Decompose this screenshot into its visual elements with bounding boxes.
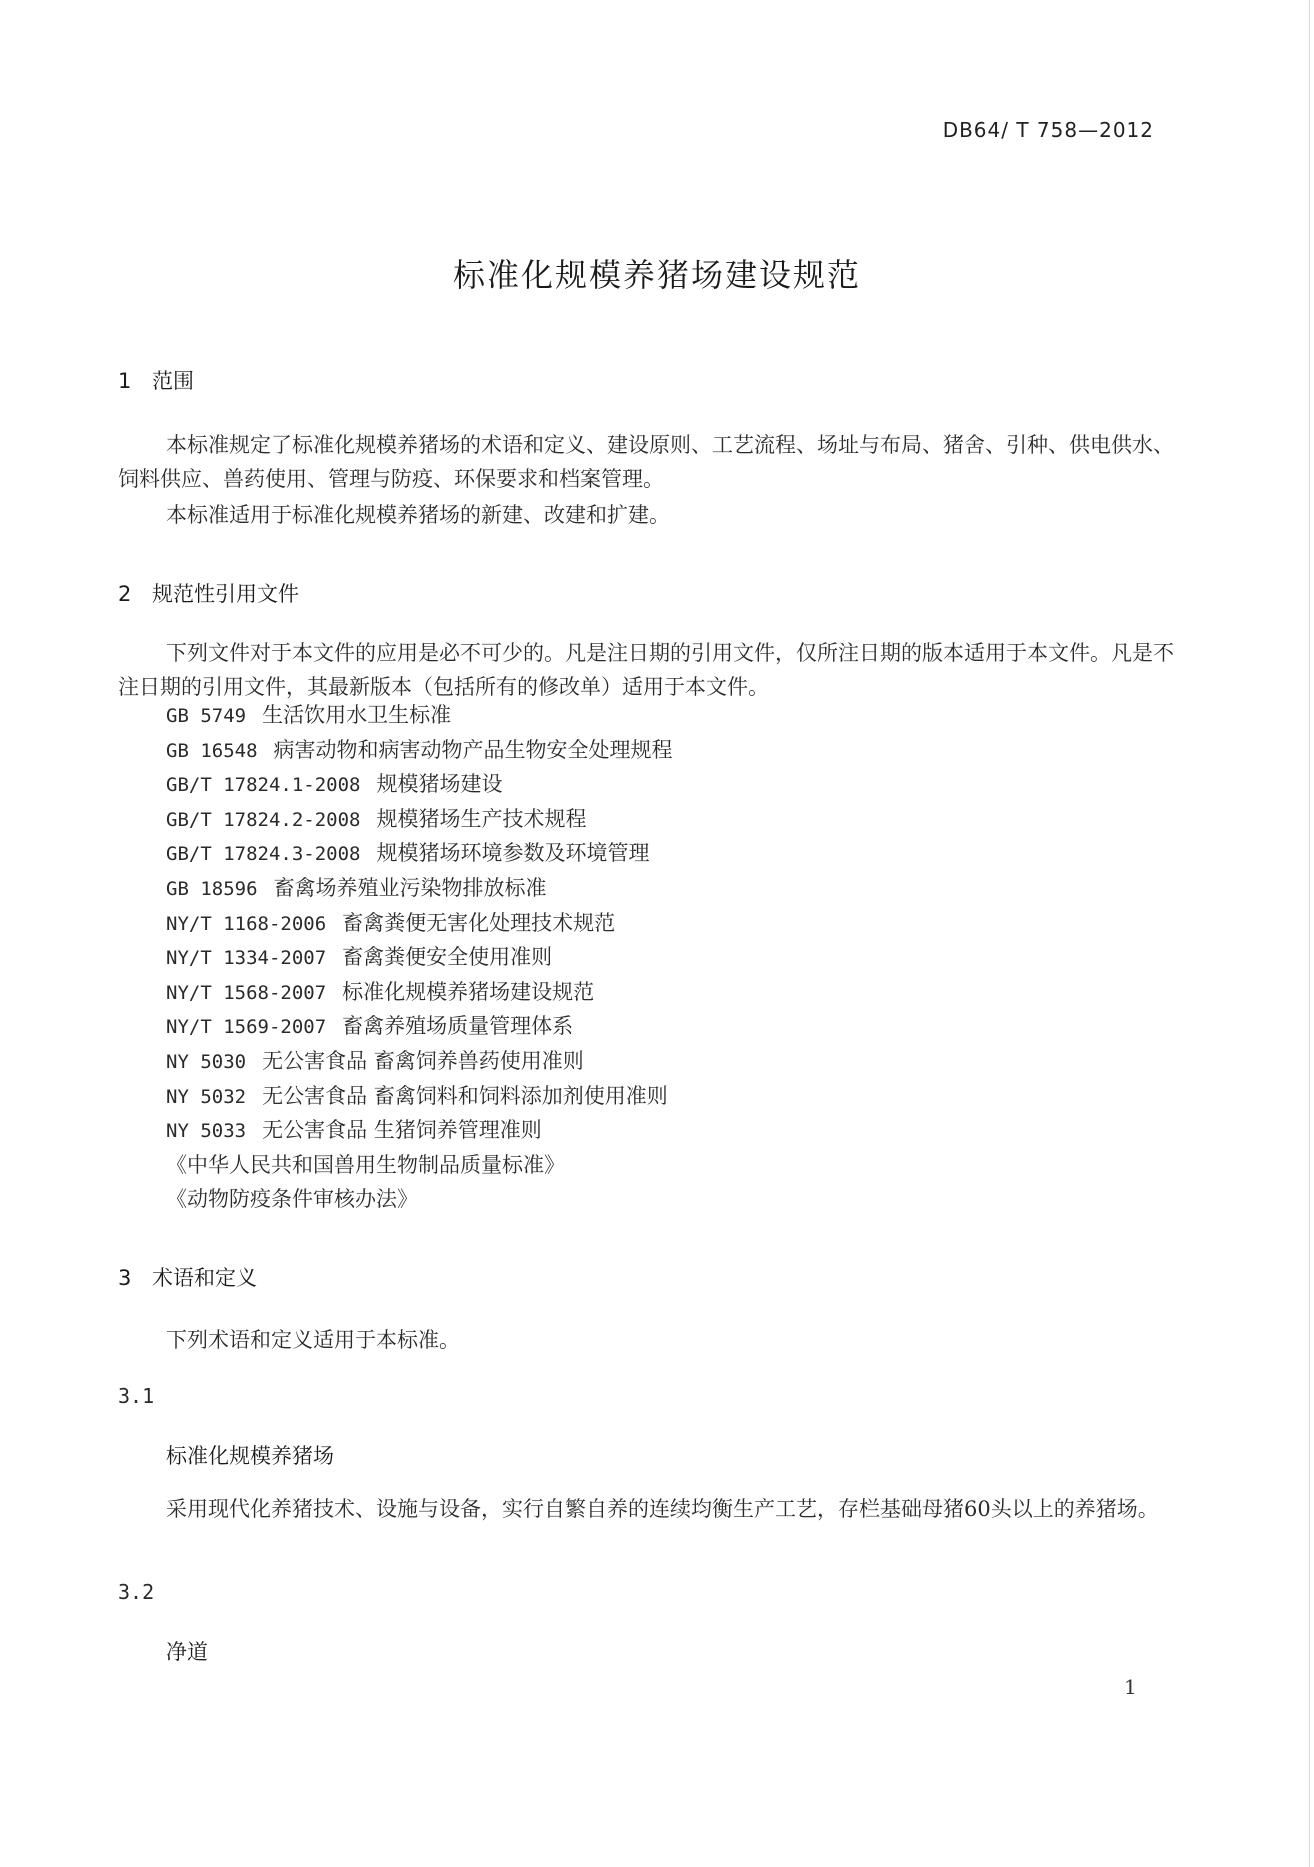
reference-item [166,1148,673,1183]
reference-title: 畜禽粪便安全使用准则 [342,945,553,970]
reference-code: NY/T 1334-2007 [166,947,327,970]
reference-item [166,871,673,906]
page-number: 1 [1124,1675,1137,1699]
reference-list [166,698,673,1217]
reference-item [166,940,673,975]
section-2-heading [118,578,299,608]
section-title: 规范性引用文件 [152,582,299,606]
reference-code: NY 5030 [166,1050,247,1073]
reference-title: 无公害食品 畜禽饲料和饲料添加剂使用准则 [262,1083,668,1108]
reference-code: NY/T 1569-2007 [166,1016,327,1039]
reference-title: 规模猪场建设 [376,772,503,797]
section-1-paragraph-1: 本标准规定了标准化规模养猪场的术语和定义、建设原则、工艺流程、场址与布局、猪舍、引种、供电供水、饲料供应、兽药使用、管理与防疫、环保要求和档案管理。 [118,433,1174,491]
reference-title: 生活饮用水卫生标准 [262,703,452,727]
reference-code: GB/T 17824.1-2008 [166,774,361,797]
term-definition: 采用现代化养猪技术、设施与设备，实行自繁自养的连续均衡生产工艺，存栏基础母猪60头以上的养猪场。 [166,1497,1159,1521]
term-number: 3.1 [118,1384,155,1408]
section-3-heading [118,1262,257,1292]
section-number: 3 [118,1266,132,1290]
reference-item [166,1044,673,1079]
reference-code: GB 16548 [166,739,258,762]
standard-code: DB64/ T 758—2012 [942,118,1154,142]
reference-item [166,698,673,733]
reference-title: 畜禽场养殖业污染物排放标准 [273,875,547,900]
reference-title: 标准化规模养猪场建设规范 [342,979,595,1004]
term-name: 净道 [166,1640,208,1664]
term-number: 3.2 [118,1580,155,1604]
reference-item [166,906,673,941]
section-title: 术语和定义 [152,1266,257,1290]
reference-code: GB/T 17824.3-2008 [166,843,361,866]
reference-title: 规模猪场生产技术规程 [376,806,587,831]
reference-item [166,767,673,802]
section-number: 1 [118,369,132,393]
document-title: 标准化规模养猪场建设规范 [452,256,861,294]
section-title: 范围 [152,369,194,393]
reference-title: 病害动物和病害动物产品生物安全处理规程 [273,737,673,762]
reference-title: 畜禽粪便无害化处理技术规范 [342,910,616,935]
reference-code: NY 5032 [166,1085,247,1108]
reference-item [166,1009,673,1044]
reference-item [166,1182,673,1217]
reference-item [166,1113,673,1148]
reference-code: NY/T 1168-2006 [166,912,327,935]
reference-title: 规模猪场环境参数及环境管理 [376,841,650,866]
section-1-paragraph-2: 本标准适用于标准化规模养猪场的新建、改建和扩建。 [166,503,670,527]
reference-item [166,802,673,837]
reference-code: GB 18596 [166,877,258,900]
reference-item [166,733,673,768]
reference-title: 《动物防疫条件审核办法》 [166,1187,418,1212]
reference-item [166,836,673,871]
reference-title: 畜禽养殖场质量管理体系 [342,1014,574,1039]
section-2-intro: 下列文件对于本文件的应用是必不可少的。凡是注日期的引用文件，仅所注日期的版本适用于本文件。凡是不注日期的引用文件，其最新版本（包括所有的修改单）适用于本文件。 [118,641,1174,699]
section-3-intro: 下列术语和定义适用于本标准。 [166,1328,460,1352]
reference-code: GB 5749 [166,705,247,727]
reference-title: 无公害食品 畜禽饲养兽药使用准则 [262,1048,584,1073]
reference-item [166,1079,673,1114]
section-1-heading [118,365,194,395]
reference-code: GB/T 17824.2-2008 [166,808,361,831]
reference-code: NY/T 1568-2007 [166,981,327,1004]
reference-code: NY 5033 [166,1120,247,1143]
reference-item [166,975,673,1010]
section-number: 2 [118,582,132,606]
reference-title: 《中华人民共和国兽用生物制品质量标准》 [166,1152,565,1177]
term-name: 标准化规模养猪场 [166,1444,334,1468]
reference-title: 无公害食品 生猪饲养管理准则 [262,1118,542,1143]
